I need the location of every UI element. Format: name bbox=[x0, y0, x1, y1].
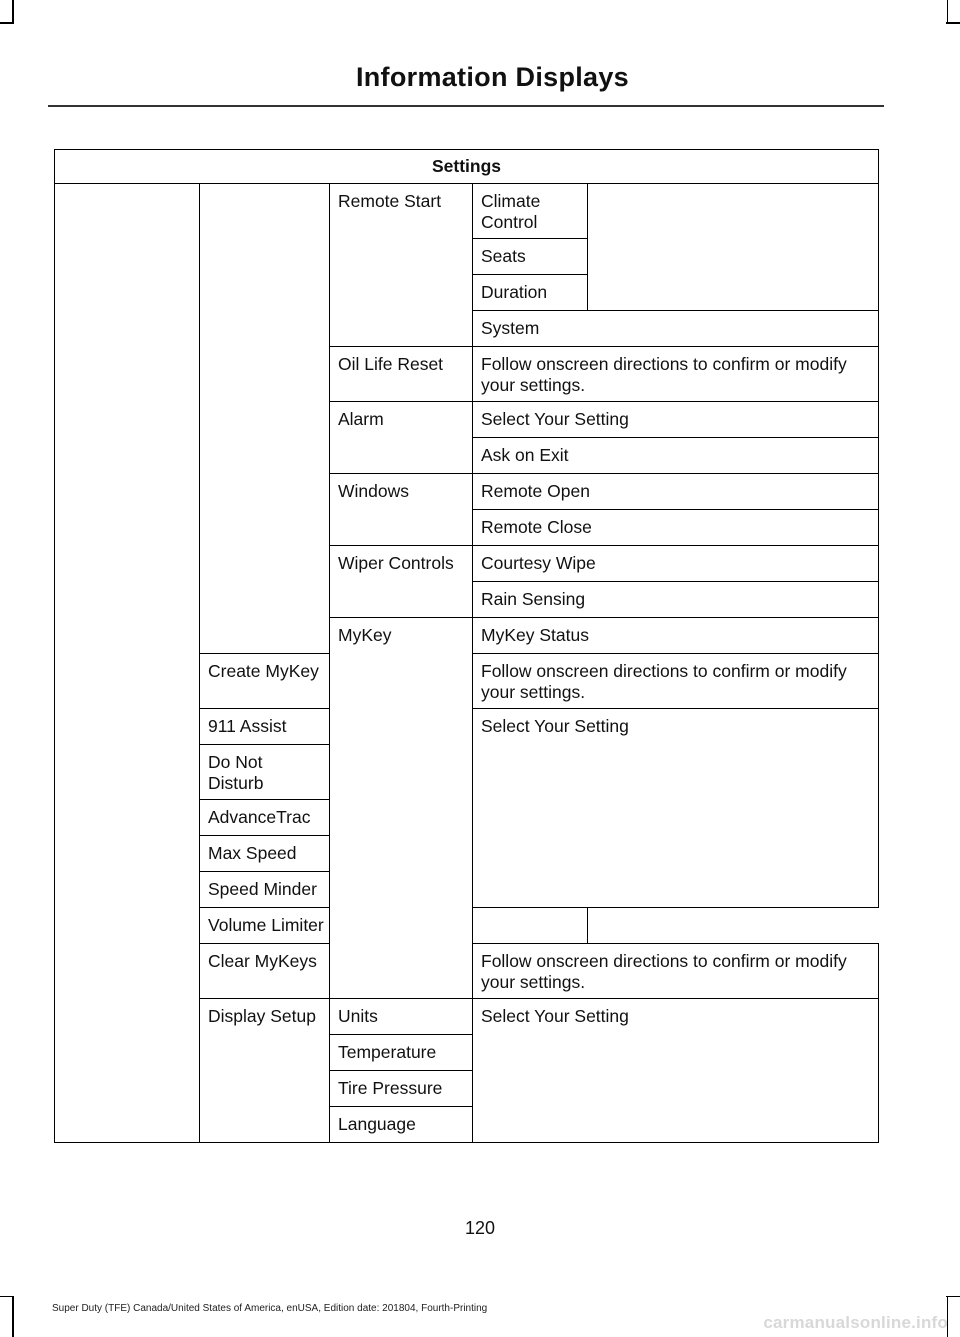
mykey-select-value: Select Your Setting bbox=[473, 709, 879, 908]
max-speed-label: Max Speed bbox=[200, 836, 330, 872]
clear-mykeys-label: Clear MyKeys bbox=[200, 944, 330, 999]
footer-text: Super Duty (TFE) Canada/United States of America, enUSA, Edition date: 201804, Fourth-Printing bbox=[52, 1303, 488, 1314]
blank-cell bbox=[200, 184, 330, 654]
oil-life-reset-value: Follow onscreen directions to confirm or modify your settings. bbox=[473, 347, 879, 402]
climate-control-label: Climate Control bbox=[473, 184, 588, 239]
table-caption: Settings bbox=[55, 150, 879, 184]
crop-mark bbox=[947, 0, 949, 22]
crop-mark bbox=[12, 1297, 14, 1337]
crop-mark bbox=[946, 1296, 960, 1298]
table-row bbox=[55, 184, 879, 239]
courtesy-wipe-label: Courtesy Wipe bbox=[473, 546, 879, 582]
mykey-label: MyKey bbox=[330, 618, 473, 999]
crop-mark bbox=[0, 1296, 14, 1298]
duration-label: Duration bbox=[473, 275, 588, 311]
windows-label: Windows bbox=[330, 474, 473, 546]
volume-limiter-label: Volume Limiter bbox=[200, 908, 588, 944]
system-label: System bbox=[473, 311, 879, 347]
watermark: carmanualsonline.info bbox=[763, 1313, 948, 1332]
remote-close-label: Remote Close bbox=[473, 510, 879, 546]
advancetrac-label: AdvanceTrac bbox=[200, 800, 330, 836]
seats-label: Seats bbox=[473, 239, 588, 275]
crop-mark bbox=[946, 22, 960, 24]
header-rule bbox=[48, 105, 884, 107]
alarm-label: Alarm bbox=[330, 402, 473, 474]
tire-pressure-label: Tire Pressure bbox=[330, 1071, 473, 1107]
ask-on-exit-label: Ask on Exit bbox=[473, 438, 879, 474]
page-title: Information Displays bbox=[355, 62, 629, 92]
remote-start-label: Remote Start bbox=[330, 184, 473, 347]
rain-sensing-label: Rain Sensing bbox=[473, 582, 879, 618]
table-header-row bbox=[55, 150, 879, 184]
temperature-label: Temperature bbox=[330, 1035, 473, 1071]
language-label: Language bbox=[330, 1107, 473, 1143]
create-mykey-value: Follow onscreen directions to confirm or modify your settings. bbox=[473, 654, 879, 709]
display-setup-label: Display Setup bbox=[200, 999, 330, 1143]
oil-life-reset-label: Oil Life Reset bbox=[330, 347, 473, 402]
mykey-status-label: MyKey Status bbox=[473, 618, 879, 654]
create-mykey-label: Create MyKey bbox=[200, 654, 330, 709]
display-select-value: Select Your Setting bbox=[473, 999, 879, 1143]
settings-table bbox=[54, 149, 879, 1143]
wiper-controls-label: Wiper Controls bbox=[330, 546, 473, 618]
do-not-disturb-label: Do Not Disturb bbox=[200, 745, 330, 800]
assist-911-label: 911 Assist bbox=[200, 709, 330, 745]
crop-mark bbox=[12, 0, 14, 22]
units-label: Units bbox=[330, 999, 473, 1035]
speed-minder-label: Speed Minder bbox=[200, 872, 330, 908]
crop-mark bbox=[0, 22, 14, 24]
blank-cell bbox=[55, 184, 200, 1143]
clear-mykeys-value: Follow onscreen directions to confirm or modify your settings. bbox=[473, 944, 879, 999]
page-number: 120 bbox=[464, 1218, 496, 1238]
remote-open-label: Remote Open bbox=[473, 474, 879, 510]
blank-cell bbox=[588, 184, 879, 311]
alarm-select-value: Select Your Setting bbox=[473, 402, 879, 438]
